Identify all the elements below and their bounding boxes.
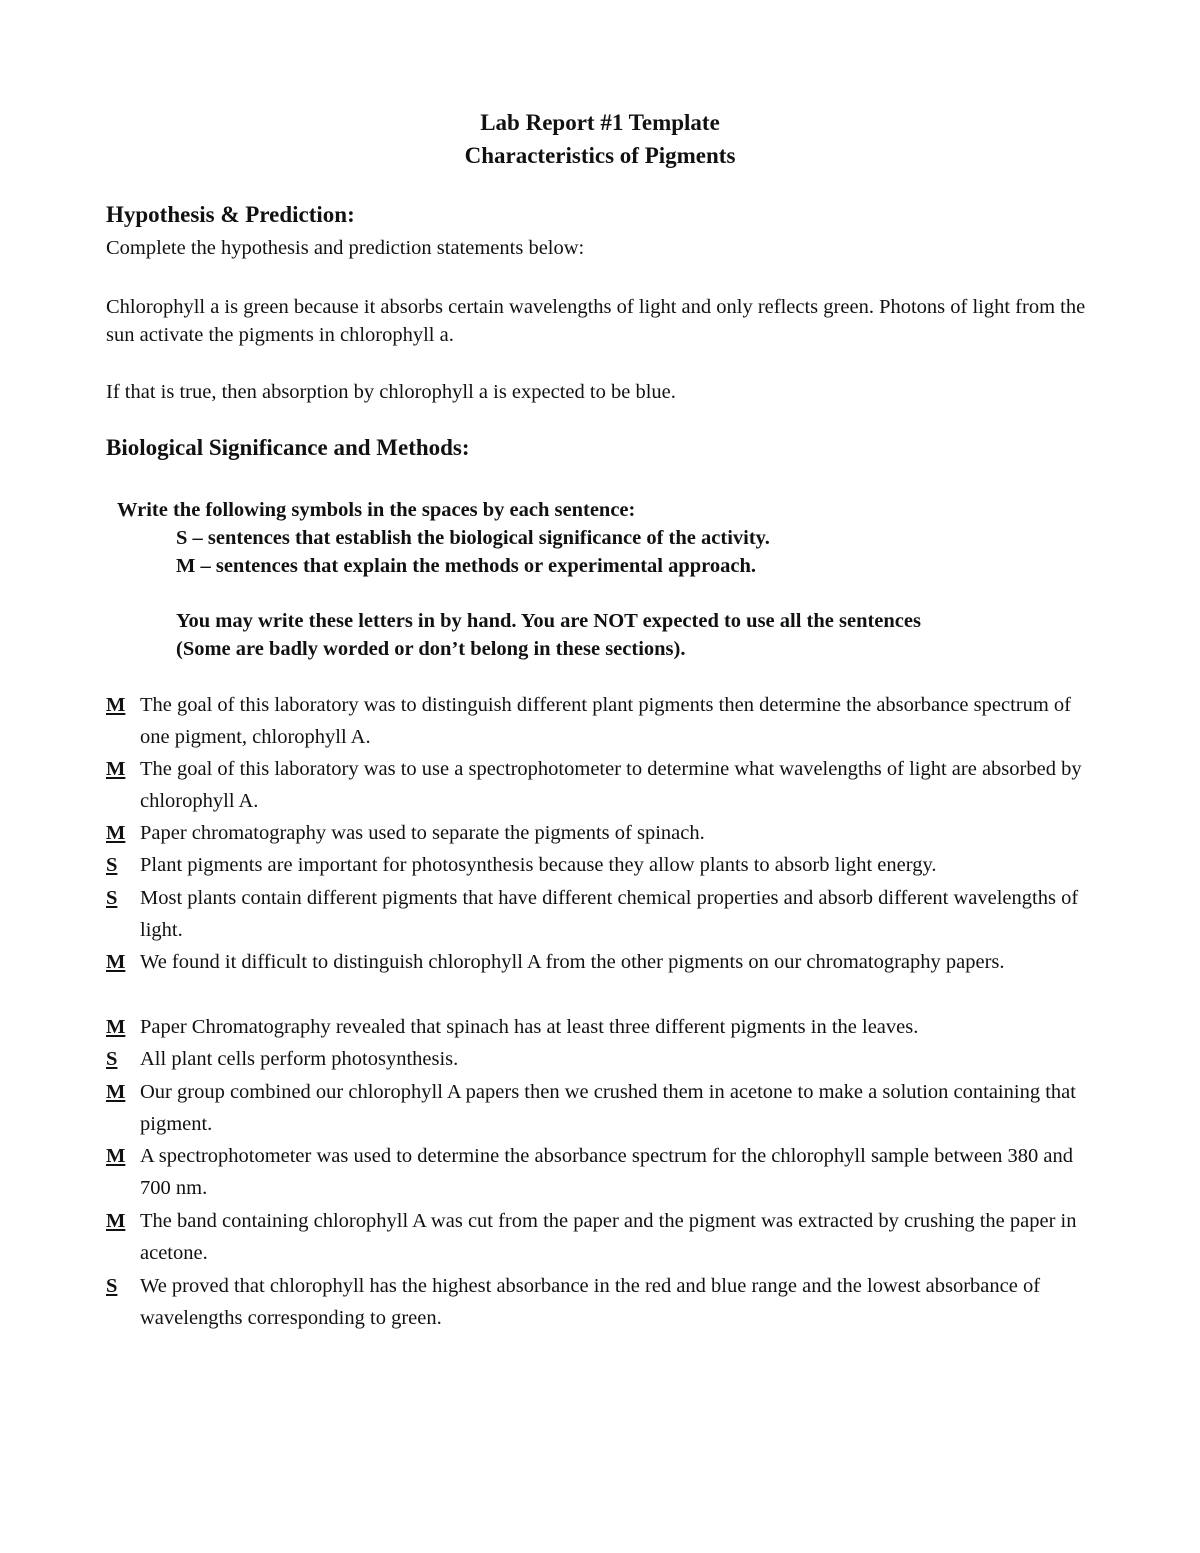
document-subtitle: Characteristics of Pigments <box>464 143 736 168</box>
list-item <box>106 753 1106 817</box>
list-item <box>106 946 1106 978</box>
list-item <box>106 817 1106 849</box>
hypothesis-statement: Chlorophyll a is green because it absorbs certain wavelengths of light and only reflects green. Photons of light from the sun activate the pigments in chlorophyll a. <box>106 296 1086 346</box>
list-item <box>106 689 1106 753</box>
list-item <box>106 882 1106 946</box>
item-text: The band containing chlorophyll A was cut from the paper and the pigment was extracted by crushing the paper in acetone. <box>140 1210 1077 1264</box>
item-mark: M <box>106 951 126 973</box>
item-mark: M <box>106 1145 126 1167</box>
item-text: We proved that chlorophyll has the highest absorbance in the red and blue range and the lowest absorbance of wavelengths corresponding to green. <box>140 1275 1041 1329</box>
item-text: The goal of this laboratory was to distinguish different plant pigments then determine the absorbance spectrum of one pigment, chlorophyll A. <box>140 694 1071 748</box>
list-item <box>106 1140 1106 1204</box>
list-item <box>106 1270 1106 1334</box>
list-item <box>106 1043 1106 1075</box>
instruction-line: Write the following symbols in the spaces by each sentence: <box>117 499 636 521</box>
list-item <box>106 1205 1106 1269</box>
item-text: Plant pigments are important for photosynthesis because they allow plants to absorb light energy. <box>140 854 937 876</box>
instruction-m-definition: M – sentences that explain the methods or experimental approach. <box>176 555 757 577</box>
document-title: Lab Report #1 Template <box>480 110 720 135</box>
item-text: Paper chromatography was used to separate the pigments of spinach. <box>140 822 705 844</box>
prediction-statement: If that is true, then absorption by chlorophyll a is expected to be blue. <box>106 381 676 403</box>
item-mark: M <box>106 758 126 780</box>
item-mark: S <box>106 887 118 909</box>
item-mark: M <box>106 1210 126 1232</box>
item-text: Most plants contain different pigments that have different chemical properties and absorb different wavelengths of light. <box>140 887 1079 941</box>
item-mark: S <box>106 1048 118 1070</box>
item-mark: M <box>106 822 126 844</box>
note-line-1: You may write these letters in by hand. You are NOT expected to use all the sentences <box>176 610 921 632</box>
item-text: Paper Chromatography revealed that spinach has at least three different pigments in the leaves. <box>140 1016 919 1038</box>
list-item <box>106 849 1106 881</box>
item-mark: M <box>106 1081 126 1103</box>
list-item <box>106 1011 1106 1043</box>
hypothesis-heading: Hypothesis & Prediction: <box>106 202 355 227</box>
item-text: The goal of this laboratory was to use a spectrophotometer to determine what wavelengths of light are absorbed by chlorophyll A. <box>140 758 1082 812</box>
list-item <box>106 1076 1106 1140</box>
instruction-s-definition: S – sentences that establish the biological significance of the activity. <box>176 527 770 549</box>
item-mark: M <box>106 694 126 716</box>
significance-heading: Biological Significance and Methods: <box>106 435 470 460</box>
item-text: A spectrophotometer was used to determine the absorbance spectrum for the chlorophyll sample between 380 and 700 nm. <box>140 1145 1074 1199</box>
item-mark: S <box>106 854 118 876</box>
item-text: Our group combined our chlorophyll A papers then we crushed them in acetone to make a solution containing that pigment. <box>140 1081 1076 1135</box>
item-text: We found it difficult to distinguish chlorophyll A from the other pigments on our chromatography papers. <box>140 951 1005 973</box>
item-mark: M <box>106 1016 126 1038</box>
item-text: All plant cells perform photosynthesis. <box>140 1048 459 1070</box>
hypothesis-instruction: Complete the hypothesis and prediction statements below: <box>106 237 585 259</box>
item-mark: S <box>106 1275 118 1297</box>
note-line-2: (Some are badly worded or don’t belong in these sections). <box>176 638 686 660</box>
